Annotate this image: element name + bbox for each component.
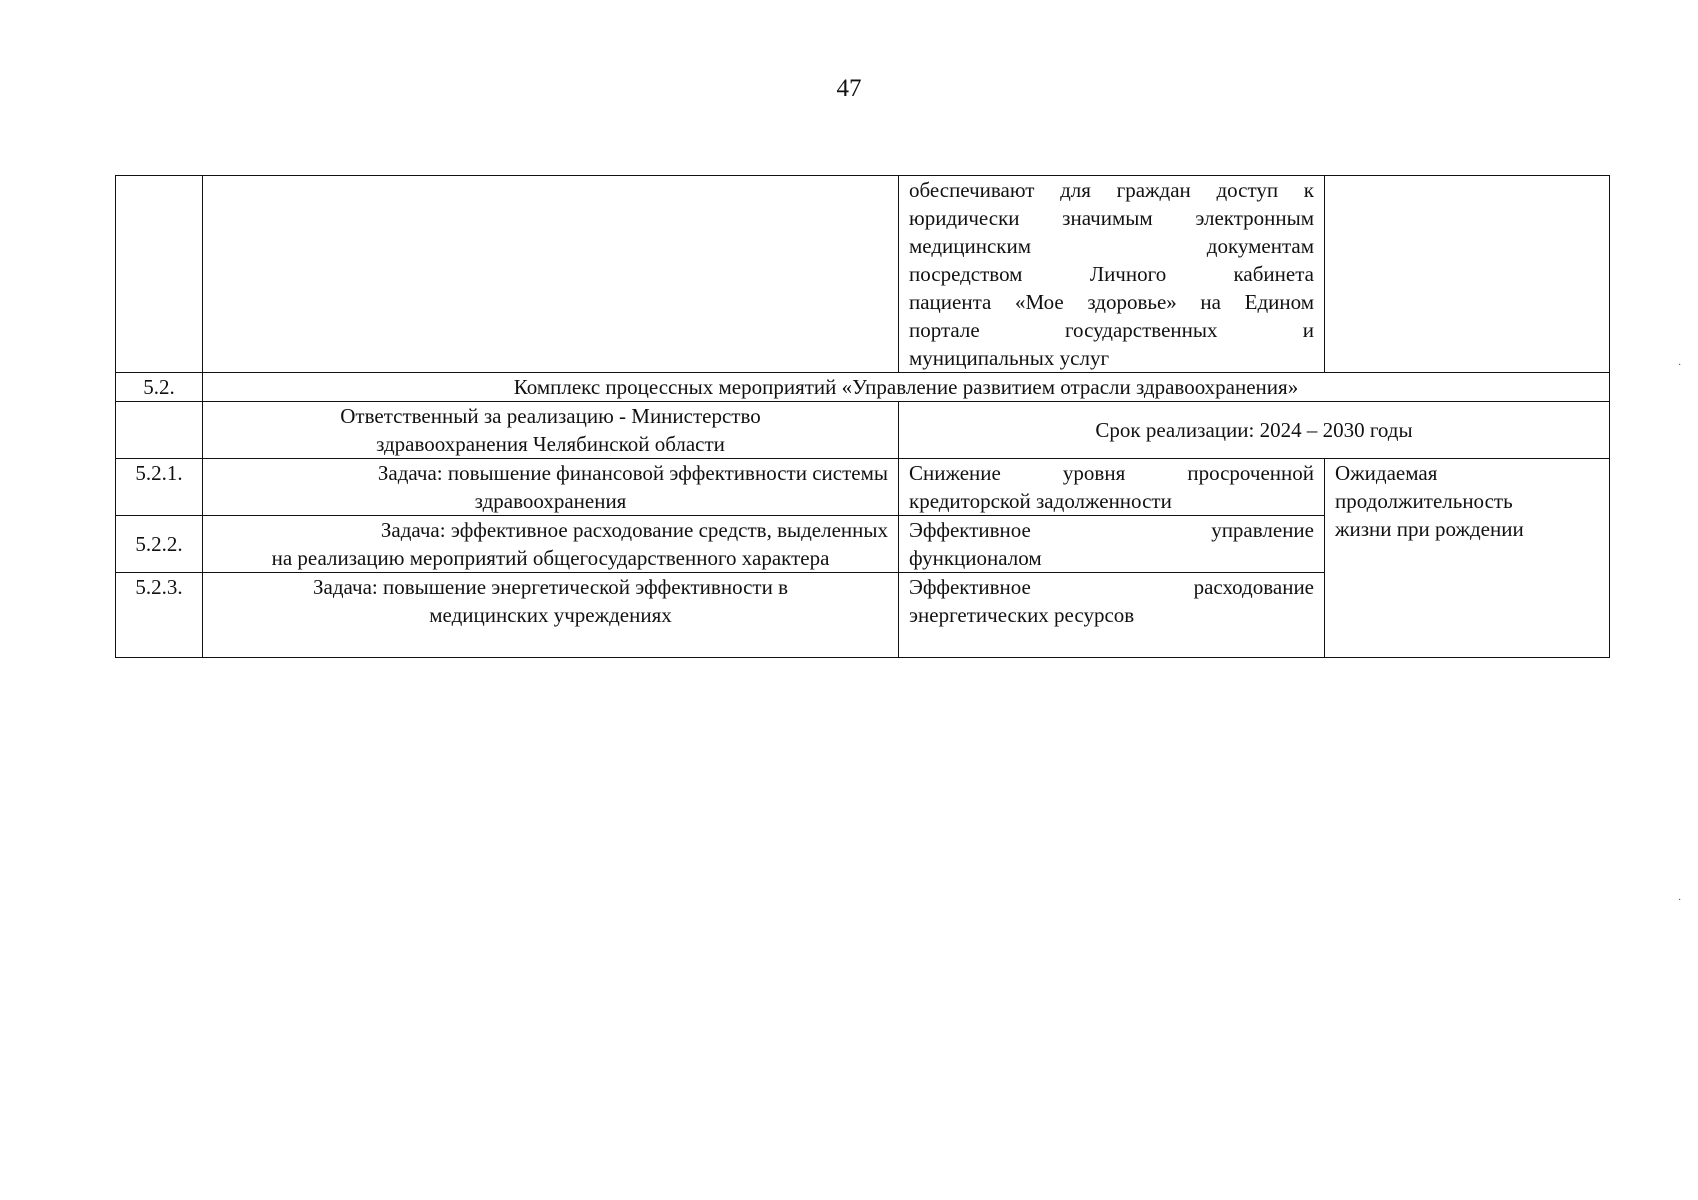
task-row	[116, 459, 1610, 516]
task-result-cell	[899, 516, 1325, 573]
task-number: 5.2.1.	[116, 459, 203, 516]
empty-number-cell	[116, 402, 203, 459]
task-line: здравоохранения	[474, 489, 627, 513]
section-title: Комплекс процессных мероприятий «Управление развитием отрасли здравоохранения»	[203, 373, 1610, 402]
task-number: 5.2.3.	[116, 573, 203, 658]
task-result-line: Эффективное управление	[909, 518, 1314, 542]
result-line: юридически значимым электронным	[909, 206, 1314, 230]
indicator-line: жизни при рождении	[1335, 517, 1524, 541]
task-line: Задача: эффективное расходование средств, выделенных	[380, 518, 888, 542]
task-number: 5.2.2.	[116, 516, 203, 573]
task-result-line: кредиторской задолженности	[909, 489, 1172, 513]
empty-indicator-cell	[1325, 176, 1610, 373]
result-line: медицинским документам	[909, 234, 1314, 258]
task-result-cell	[899, 459, 1325, 516]
indicator-line: Ожидаемая	[1335, 461, 1438, 485]
result-line: обеспечивают для граждан доступ к	[909, 178, 1314, 202]
task-result-line: Эффективное расходование	[909, 575, 1314, 599]
scan-speck: ·	[1678, 360, 1682, 371]
task-cell	[203, 459, 899, 516]
indicator-cell	[1325, 459, 1610, 658]
responsible-cell	[203, 402, 899, 459]
continuation-row	[116, 176, 1610, 373]
continued-result-cell	[899, 176, 1325, 373]
task-line: на реализацию мероприятий общегосударственного характера	[271, 546, 830, 570]
task-result-line: функционалом	[909, 546, 1042, 570]
task-result-line: энергетических ресурсов	[909, 603, 1135, 627]
task-cell	[203, 516, 899, 573]
task-line: медицинских учреждениях	[429, 603, 672, 627]
indicator-line: продолжительность	[1335, 489, 1513, 513]
section-number: 5.2.	[116, 373, 203, 402]
term-cell: Срок реализации: 2024 – 2030 годы	[899, 402, 1610, 459]
responsible-row	[116, 402, 1610, 459]
page-number: 47	[836, 75, 862, 102]
task-result-line: Снижение уровня просроченной	[909, 461, 1314, 485]
result-line: посредством Личного кабинета	[909, 262, 1314, 286]
scan-speck: ·	[1678, 895, 1682, 906]
section-row	[116, 373, 1610, 402]
task-line: Задача: повышение энергетической эффективности в	[313, 575, 788, 599]
measures-table	[115, 175, 1610, 658]
result-line: портале государственных и	[909, 318, 1314, 342]
empty-task-cell	[203, 176, 899, 373]
task-result-cell	[899, 573, 1325, 658]
responsible-line: здравоохранения Челябинской области	[376, 432, 725, 456]
empty-number-cell	[116, 176, 203, 373]
task-line: Задача: повышение финансовой эффективности системы	[377, 461, 888, 485]
result-line: муниципальных услуг	[909, 346, 1110, 370]
result-line: пациента «Мое здоровье» на Едином	[909, 290, 1314, 314]
task-cell	[203, 573, 899, 658]
responsible-line: Ответственный за реализацию - Министерство	[340, 404, 761, 428]
